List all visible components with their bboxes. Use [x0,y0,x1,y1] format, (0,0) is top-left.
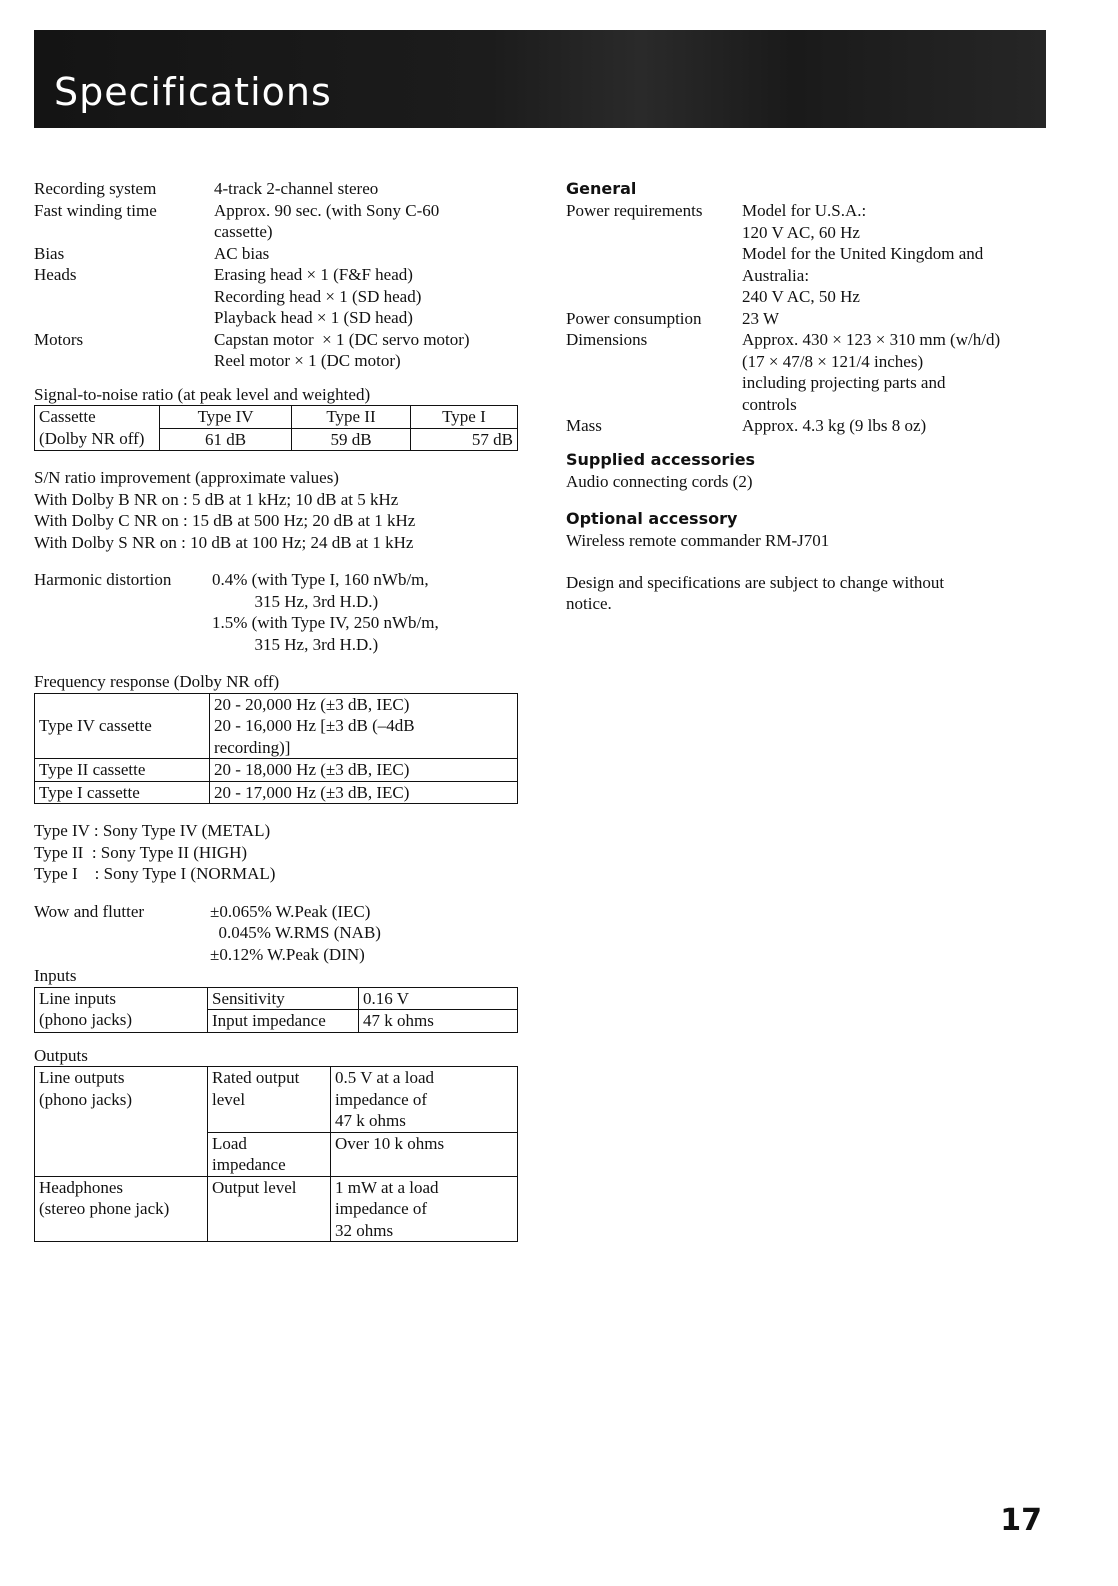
freq-table: Type IV cassette 20 - 20,000 Hz (±3 dB, IEC) 20 - 16,000 Hz [±3 dB (–4dB recording)] Type II cassette 20 - 18,000 Hz (±3 dB, IEC) Type I cassette 20 - 17,000 Hz (±3 dB, IEC) [34,693,518,805]
spec-label: Fast winding time [34,200,157,220]
spec-value: Approx. 90 sec. (with Sony C-60 cassette) [214,200,440,241]
spec-label: Recording system [34,179,157,198]
spec-row [566,415,1046,437]
inputs-table: Line inputs (phono jacks) Sensitivity 0.16 V Input impedance 47 k ohms [34,987,518,1033]
snr-caption: Signal-to-noise ratio (at peak level and weighted) [34,384,371,404]
spec-row [34,200,518,243]
general-specs [566,200,1046,437]
spec-row [34,264,518,329]
spec-row [566,200,1046,308]
harmonic-distortion: Harmonic distortion 0.4% (with Type I, 160 nWb/m, 315 Hz, 3rd H.D.) 1.5% (with Type IV, 250 nWb/m, 315 Hz, 3rd H.D.) [34,570,439,654]
spec-value: AC bias [214,243,270,263]
outputs-table: Line outputs (phono jacks) Rated output level 0.5 V at a load impedance of 47 k ohms Load impedance Over 10 k ohms Headphones (stereo phone jack) Output level 1 mW at a load impedance of 32 ohms [34,1066,518,1242]
spec-label: Dimensions [566,330,648,349]
supplied-text: Audio connecting cords (2) [566,471,753,491]
inputs-caption: Inputs [34,966,77,985]
freq-label-type-iv: Type IV cassette [35,693,210,759]
spec-label: Power requirements [566,201,703,220]
spec-row [34,178,518,200]
wow-and-flutter: Wow and flutter ±0.065% W.Peak (IEC) 0.045% W.RMS (NAB) ±0.12% W.Peak (DIN) [34,901,381,964]
snr-table [34,405,518,451]
spec-row [566,308,1046,330]
spec-label: Power consumption [566,308,702,328]
snr-value-type-iv: 61 dB [160,428,292,451]
freq-caption: Frequency response (Dolby NR off) [34,672,280,691]
spec-value: Erasing head × 1 (F&F head) Recording head × 1 (SD head) Playback head × 1 (SD head) [214,265,422,327]
snr-header-type-iv: Type IV [160,406,292,429]
page-header [34,30,1046,128]
outputs-headphones-label: Headphones (stereo phone jack) [35,1176,208,1242]
optional-text: Wireless remote commander RM-J701 [566,531,830,550]
freq-label-type-i: Type I cassette [35,781,210,804]
spec-value: Model for U.S.A.: 120 V AC, 60 Hz Model for the United Kingdom and Australia: 240 V AC, 50 Hz [742,201,984,306]
snr-header-type-i: Type I [410,406,517,429]
snr-value-type-i: 57 dB [410,428,517,451]
general-heading: General [566,179,637,198]
left-column [34,178,518,1242]
spec-value: 23 W [742,308,779,328]
outputs-line-label: Line outputs (phono jacks) [35,1067,208,1177]
outputs-caption: Outputs [34,1045,88,1065]
snr-value-type-ii: 59 dB [292,428,411,451]
spec-row [566,329,1046,415]
spec-label: Heads [34,265,77,284]
spec-value: Approx. 4.3 kg (9 lbs 8 oz) [742,416,927,435]
snr-row-label-2: (Dolby NR off) [35,428,160,451]
supplied-heading: Supplied accessories [566,449,756,469]
snr-row-label: Cassette [35,406,160,429]
top-specs [34,178,518,372]
spec-label: Mass [566,416,602,435]
type-notes: Type IV : Sony Type IV (METAL) Type II : Sony Type II (HIGH) Type I : Sony Type I (NORMAL) [34,821,276,883]
page-number: 17 [1000,1503,1042,1538]
snr-header-type-ii: Type II [292,406,411,429]
spec-value: Capstan motor × 1 (DC servo motor) Reel motor × 1 (DC motor) [214,329,470,370]
notice: Design and specifications are subject to change without notice. [566,572,945,613]
freq-label-type-ii: Type II cassette [35,759,210,782]
sn-improvement: S/N ratio improvement (approximate values) With Dolby B NR on : 5 dB at 1 kHz; 10 dB at 5 kHz With Dolby C NR on : 15 dB at 500 Hz; 20 dB at 1 kHz With Dolby S NR on : 10 dB at 100 Hz; 24 dB at 1 kHz [34,468,416,552]
optional-heading: Optional accessory [566,509,738,528]
spec-value: 4-track 2-channel stereo [214,179,379,198]
right-column [566,178,1046,615]
spec-label: Motors [34,329,84,349]
page-title: Specifications [54,70,332,114]
spec-value: Approx. 430 × 123 × 310 mm (w/h/d) (17 × 47/8 × 121/4 inches) including projecting parts and controls [742,330,1001,414]
spec-label: Bias [34,243,65,263]
inputs-line-label: Line inputs (phono jacks) [35,987,208,1032]
spec-row [34,329,518,372]
spec-row [34,243,518,265]
